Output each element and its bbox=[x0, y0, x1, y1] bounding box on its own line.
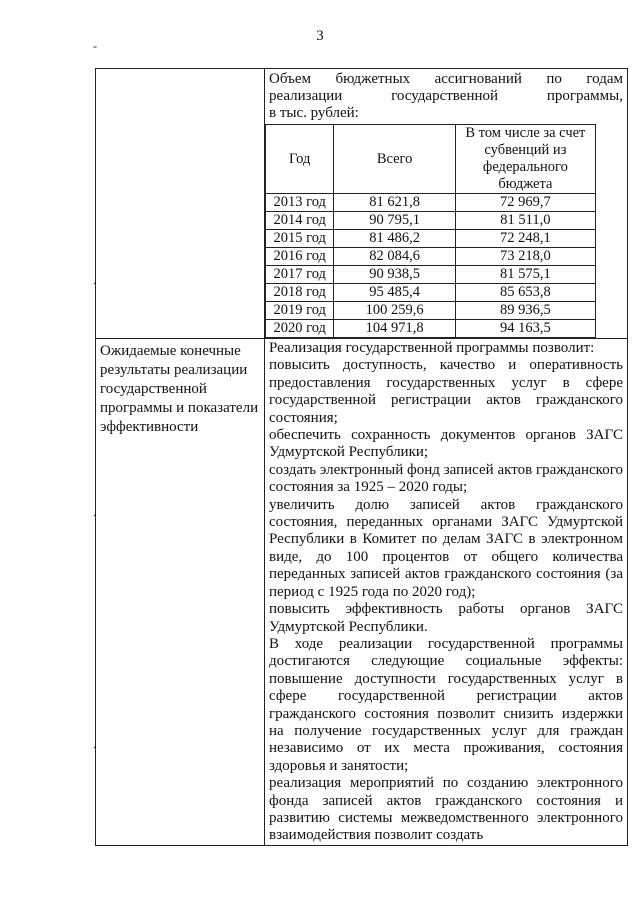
budget-row bbox=[96, 69, 628, 339]
paragraph: создать электронный фонд записей актов гражданского состояния за 1925 – 2020 годы; bbox=[269, 461, 623, 496]
paragraph: обеспечить сохранность документов органов ЗАГС Удмуртской Республики; bbox=[269, 427, 623, 461]
results-content-cell bbox=[265, 339, 628, 846]
page-number: 3 bbox=[316, 28, 324, 44]
subvention-cell: 72 248,1 bbox=[455, 230, 595, 248]
total-cell: 100 259,6 bbox=[334, 302, 455, 320]
results-text bbox=[265, 339, 627, 845]
year-cell: 2014 год bbox=[266, 212, 334, 230]
table-row bbox=[266, 212, 596, 230]
total-cell: 95 485,4 bbox=[334, 284, 455, 302]
budget-table-header-row bbox=[266, 125, 596, 194]
total-cell: 90 795,1 bbox=[334, 212, 455, 230]
subvention-cell: 81 511,0 bbox=[455, 212, 595, 230]
budget-intro-line: в тыс. рублей: bbox=[269, 105, 359, 121]
subvention-cell: 81 575,1 bbox=[455, 266, 595, 284]
paragraph: Реализация государственной программы позволит: bbox=[269, 340, 595, 356]
paragraph: повысить доступность, качество и оперативность предоставления государственных услуг в сфере государственной регистрации актов гражданского состояния; bbox=[269, 357, 623, 426]
table-row bbox=[266, 194, 596, 212]
scan-mark: . bbox=[93, 737, 96, 751]
table-row bbox=[266, 302, 596, 320]
year-cell: 2013 год bbox=[266, 194, 334, 212]
total-cell: 82 084,6 bbox=[334, 248, 455, 266]
scan-mark: . bbox=[93, 505, 96, 519]
results-label: Ожидаемые конечные результаты реализации государственной программы и показатели эффективности bbox=[100, 343, 259, 435]
table-row bbox=[266, 266, 596, 284]
paragraph: увеличить долю записей актов гражданского состояния, переданных органами ЗАГС Удмуртской Республики в Комитет по делам ЗАГС в электронном виде, до 100 процентов от общего количества переданных записей актов гражданского состояния (за период с 1925 года по 2020 год); bbox=[269, 496, 623, 600]
budget-content-cell bbox=[265, 69, 628, 339]
year-cell: 2017 год bbox=[266, 266, 334, 284]
year-cell: 2019 год bbox=[266, 302, 334, 320]
total-cell: 90 938,5 bbox=[334, 266, 455, 284]
results-row bbox=[96, 339, 628, 846]
scan-mark: . bbox=[93, 273, 96, 287]
paragraph: реализация мероприятий по созданию электронного фонда записей актов гражданского состояния и развитию системы межведомственного электронного взаимодействия позволит создать bbox=[269, 775, 623, 844]
subvention-cell: 89 936,5 bbox=[455, 302, 595, 320]
budget-label-cell bbox=[96, 69, 265, 339]
column-header-subventions: В том числе за счет субвенций из федерального бюджета bbox=[455, 125, 595, 194]
total-cell: 104 971,8 bbox=[334, 320, 455, 338]
year-cell: 2020 год bbox=[266, 320, 334, 338]
table-row bbox=[266, 248, 596, 266]
paragraph: повысить эффективность работы органов ЗАГС Удмуртской Республики. bbox=[269, 601, 623, 635]
year-cell: 2016 год bbox=[266, 248, 334, 266]
budget-intro-line: Объем бюджетных ассигнований по годам bbox=[269, 71, 623, 87]
program-passport-table bbox=[95, 68, 628, 846]
column-header-year: Год bbox=[266, 125, 334, 194]
table-row bbox=[266, 320, 596, 338]
subvention-cell: 94 163,5 bbox=[455, 320, 595, 338]
subvention-cell: 85 653,8 bbox=[455, 284, 595, 302]
year-cell: 2015 год bbox=[266, 230, 334, 248]
budget-intro-line: реализации государственной программы, bbox=[269, 88, 623, 104]
budget-table bbox=[265, 124, 596, 338]
paragraph: В ходе реализации государственной программы достигаются следующие социальные эффекты: повышение доступности государственных услуг в сфере государственной регистрации актов гражданского состояния позволит снизить издержки на получение государственных услуг для граждан независимо от их места проживания, состояния здоровья и занятости; bbox=[269, 635, 623, 774]
total-cell: 81 621,8 bbox=[334, 194, 455, 212]
scan-mark: - bbox=[93, 39, 97, 53]
subvention-cell: 72 969,7 bbox=[455, 194, 595, 212]
table-row bbox=[266, 230, 596, 248]
column-header-total: Всего bbox=[334, 125, 455, 194]
subvention-cell: 73 218,0 bbox=[455, 248, 595, 266]
year-cell: 2018 год bbox=[266, 284, 334, 302]
total-cell: 81 486,2 bbox=[334, 230, 455, 248]
table-row bbox=[266, 284, 596, 302]
results-label-cell bbox=[96, 339, 265, 846]
budget-intro bbox=[265, 69, 627, 124]
